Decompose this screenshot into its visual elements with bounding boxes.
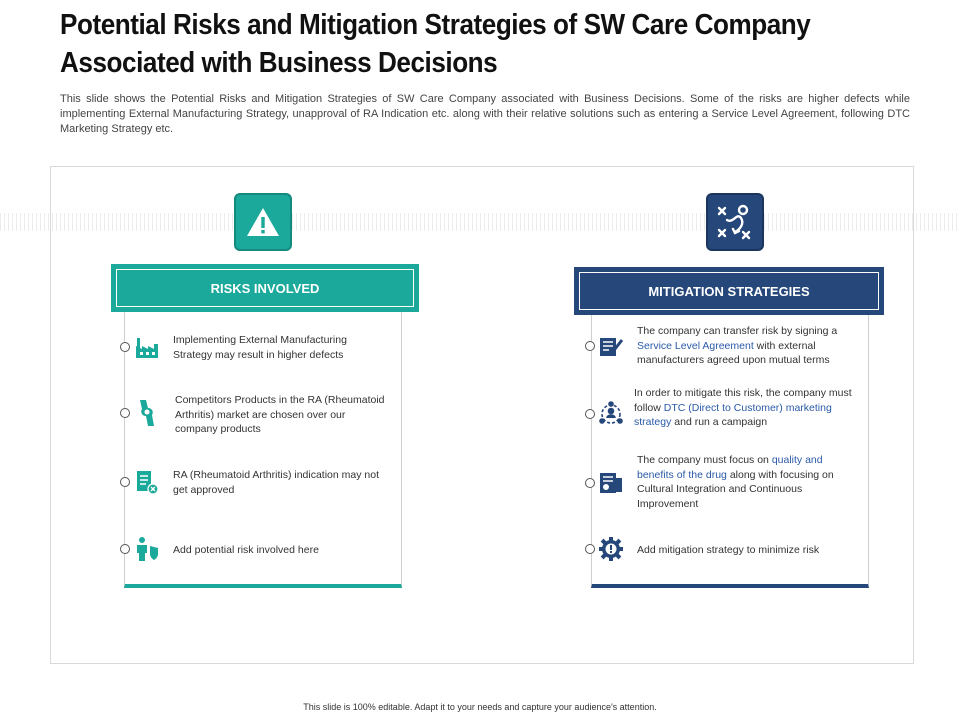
mitigation-text: [637, 543, 862, 558]
risk-bullet: [120, 342, 130, 352]
quality-document-icon: [598, 470, 624, 496]
mitigation-text-highlight: quality and benefits of the drug: [637, 454, 823, 481]
slide-title: Potential Risks and Mitigation Strategies of SW Care Company Associated with Business Decisions: [60, 9, 811, 79]
risk-text: Add potential risk involved here: [173, 544, 319, 556]
mitigation-text-pre: The company can transfer risk by signing a: [637, 325, 838, 337]
slide-subtitle: This slide shows the Potential Risks and Mitigation Strategies of SW Care Company associated with Business Decisions. Some of the risks are higher defects while implementing External Manufacturing Strategy, unapproval of RA Indication etc. along with their relative solutions such as entering a Service Level Agreement, following DTC Marketing Strategy etc.: [60, 93, 910, 135]
risk-bullet: [120, 544, 130, 554]
customer-network-icon: [598, 401, 624, 427]
warning-icon: [234, 193, 292, 251]
mitigation-text: [637, 324, 862, 368]
mitigation-text-post: along with focusing on Cultural Integration and Continuous Improvement: [637, 468, 834, 510]
risks-header: [111, 264, 419, 312]
mitigation-text: [637, 453, 862, 511]
risks-header-label: RISKS INVOLVED: [116, 269, 414, 307]
slide-footer: This slide is 100% editable. Adapt it to your needs and capture your audience's attention.: [303, 702, 657, 712]
mitigation-text-highlight: DTC (Direct to Customer) marketing strategy: [634, 401, 832, 428]
mitigation-text-post: and run a campaign: [671, 416, 768, 428]
mitigation-bullet: [585, 478, 595, 488]
risk-bullet: [120, 408, 130, 418]
strategy-play-icon: [706, 193, 764, 251]
person-shield-icon: [134, 536, 160, 562]
knee-joint-icon: [134, 398, 160, 424]
factory-icon: [134, 334, 160, 360]
mitigation-text-pre: The company must focus on: [637, 454, 772, 466]
mitigation-header: [574, 267, 884, 315]
mitigation-text-pre: Add mitigation strategy to minimize risk: [637, 544, 820, 556]
gear-alert-icon: [598, 536, 624, 562]
risk-text: RA (Rheumatoid Arthritis) indication may not get approved: [173, 469, 380, 496]
risk-text: Competitors Products in the RA (Rheumatoid Arthritis) market are chosen over our company products: [175, 394, 385, 435]
risk-bullet: [120, 477, 130, 487]
contract-sign-icon: [598, 334, 624, 360]
document-rejected-icon: [134, 469, 160, 495]
risk-text: Implementing External Manufacturing Strategy may result in higher defects: [173, 334, 347, 361]
mitigation-bullet: [585, 544, 595, 554]
mitigation-text-post: with external manufacturers agreed upon mutual terms: [637, 339, 830, 366]
mitigation-bullet: [585, 409, 595, 419]
mitigation-text: [634, 386, 859, 430]
mitigation-text-highlight: Service Level Agreement: [637, 339, 754, 352]
mitigation-header-label: MITIGATION STRATEGIES: [579, 272, 879, 310]
decorative-band: [0, 213, 960, 231]
mitigation-bullet: [585, 341, 595, 351]
mitigation-text-pre: In order to mitigate this risk, the company must follow: [634, 387, 852, 414]
